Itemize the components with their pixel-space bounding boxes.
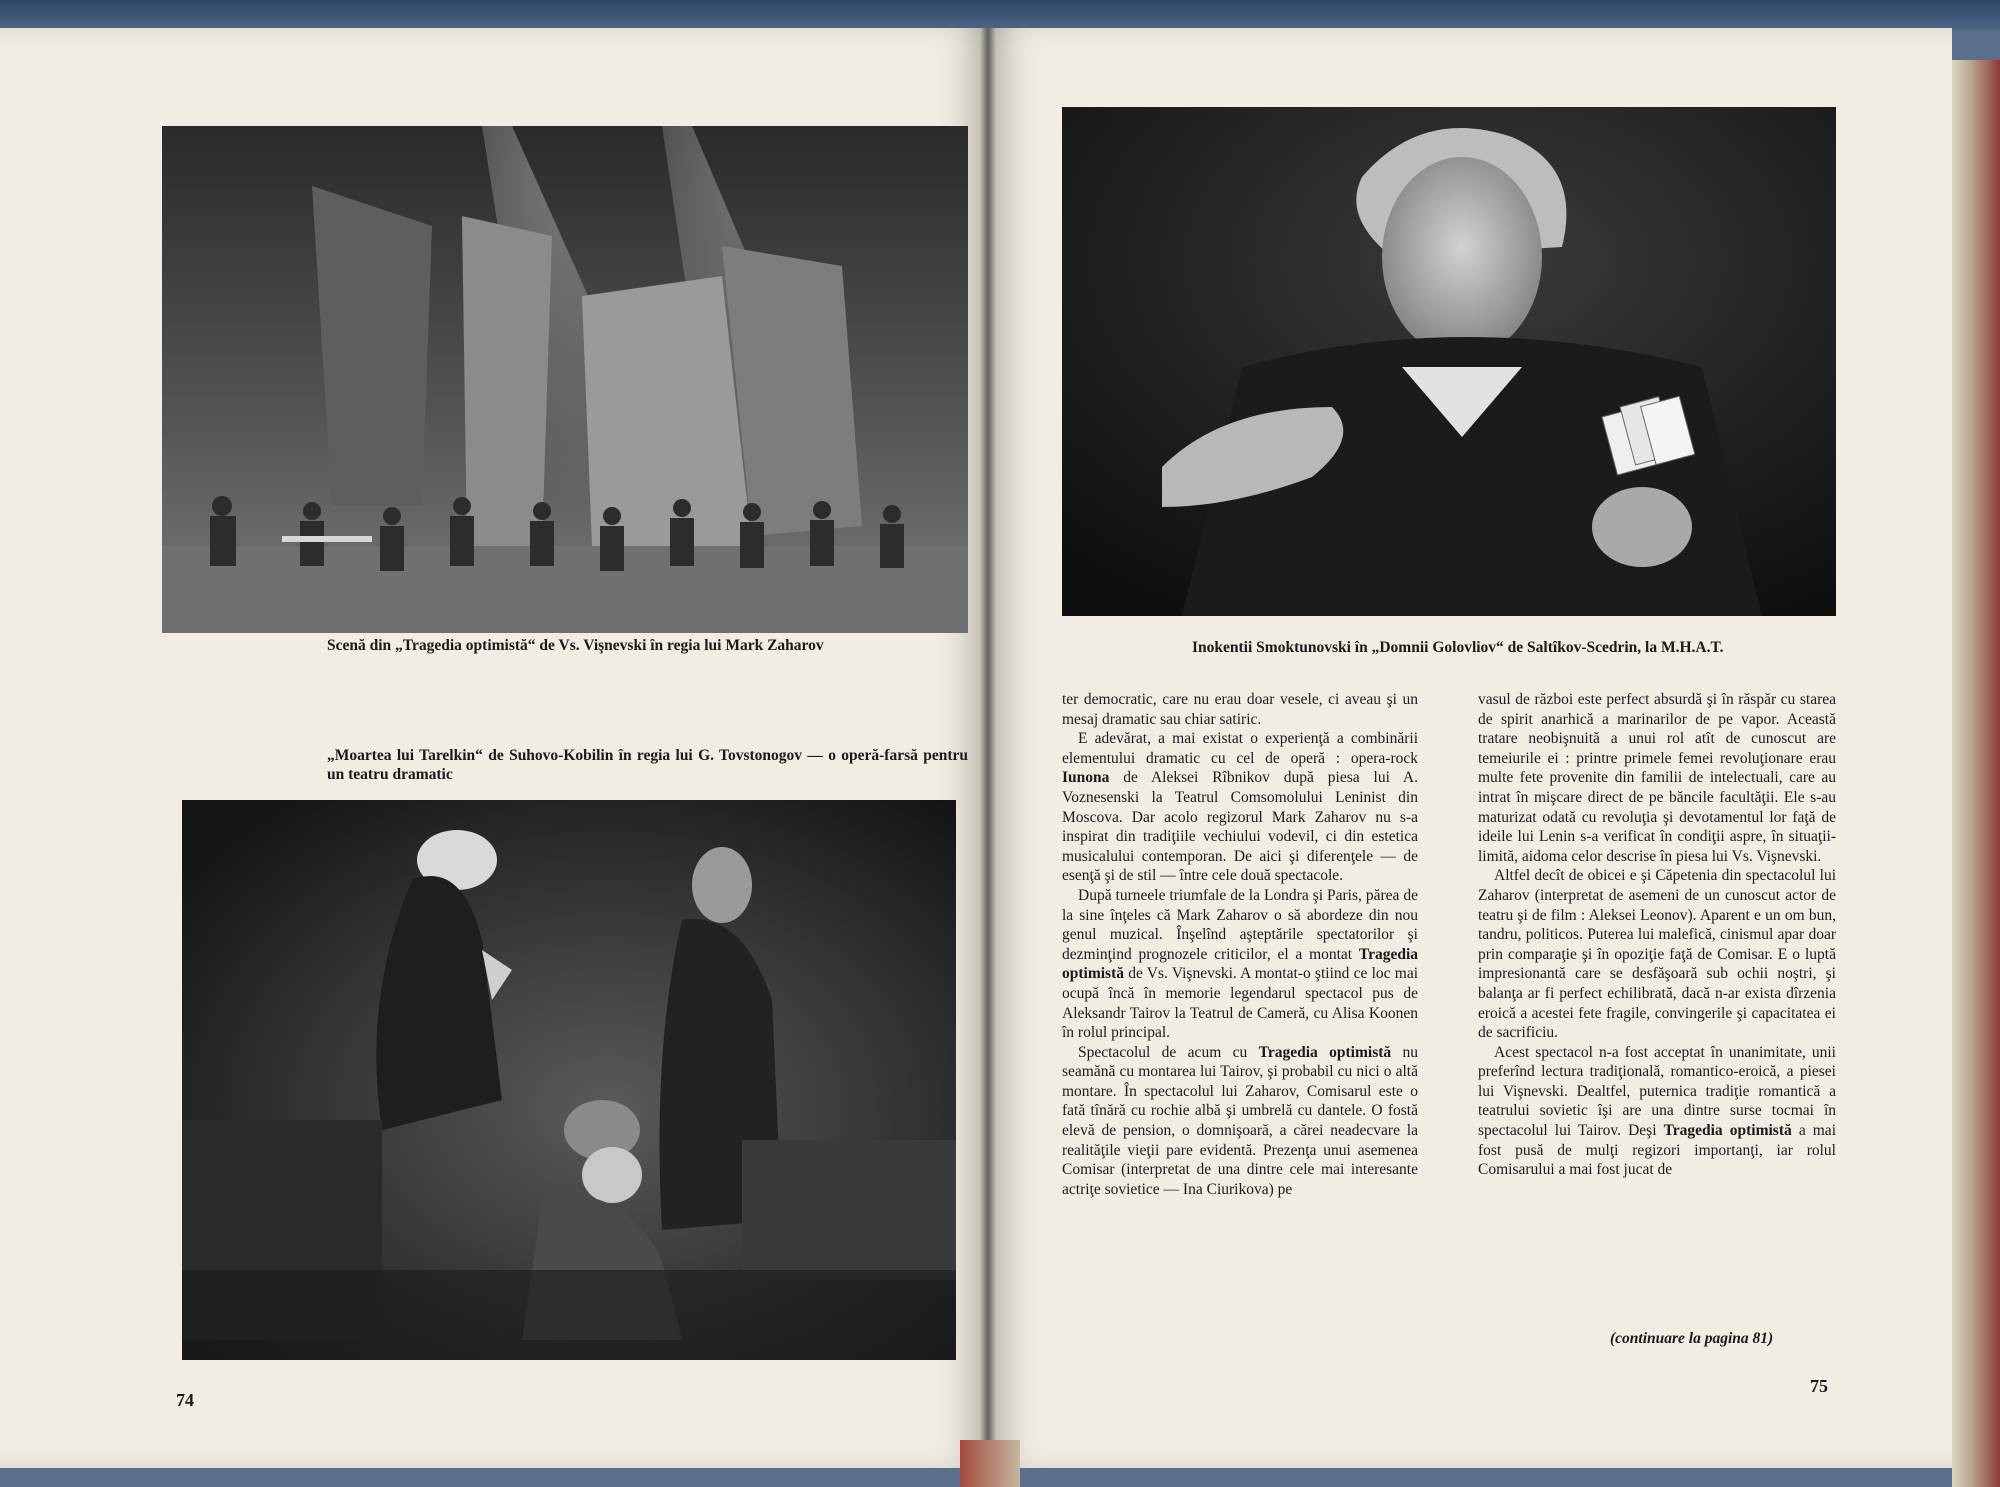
stage-scene-image [162,126,968,633]
tarelkin-image [182,800,956,1360]
right-page [988,28,1952,1468]
page-number-left: 74 [176,1390,194,1410]
left-page [0,28,988,1468]
photo-smoktunovski [1062,107,1836,616]
title-tragedia: Tragedia optimistă [1062,945,1419,983]
paragraph: Altfel decît de obicei e şi Căpetenia din spectacolul lui Zaharov (interpretat de asemeni de un cunoscut actor de teatru şi de film : Aleksei Leonov). Aparent e un om bun, tandru, politicos. Puterea lui malefică, cinismul apar doar prin comparaţie şi în opoziţie faţă de Comisar. E o luptă impresionantă care se desfăşoară sub ochii noştri, şi balanţa ar fi perfect echilibrată, dacă n-ar exista dîrzenia eroică a acestei fete fragile, convingerile şi capacitatea ei de sacrificiu. [1478,867,1836,1042]
paragraph: Acest spectacol n-a fost acceptat în unanimitate, unii preferînd lectura tradiţională, romantico-eroică, a piesei lui Vişnevski. Dealtfel, puternica tradiţie romantică a teatrului sovietic îşi are una dintre surse tocmai în spectacolul lui Tairov. Deşi Tragedia optimistă a mai fost pusă de mulţi regizori importanţi, iar rolul Comisarului a mai fost jucat de [1478,1043,1836,1179]
photo-stage-scene [162,126,968,633]
text-column-2 [1478,690,1836,1180]
smoktunovski-image [1062,107,1836,616]
continuation-note: (continuare la pagina 81) [1610,1330,1774,1347]
caption-stage-scene: Scenă din „Tragedia optimistă“ de Vs. Vişnevski în regia lui Mark Zaharov [327,637,824,654]
caption-smoktunovski: Inokentii Smoktunovski în „Domnii Golovliov“ de Saltîkov-Scedrin, la M.H.A.T. [1192,639,1724,656]
title-tragedia: Tragedia optimistă [1663,1122,1792,1140]
paragraph: E adevărat, a mai existat o experienţă a combinării elementului dramatic cu cel de operă : opera-rock Iunona de Aleksei Rîbnikov după piesa lui A. Voznesenski la Teatrul Comsomolului Leninist din Moscova. Dar acolo regizorul Mark Zaharov nu s-a inspirat din tradiţiile vechiului vodevil, ci din estetica musicalului contemporan. De aici şi diferenţele — de esenţă şi de stil — între cele două spectacole. [1062,730,1418,885]
text-column-1 [1062,690,1418,1199]
paragraph: După turneele triumfale de la Londra şi Paris, părea de la sine înţeles că Mark Zaharov o să abordeze din nou genul muzical. Înşelînd aşteptările spectatorilor şi dezminţind prognozele criticilor, el a montat Tragedia optimistă de Vs. Vişnevski. A montat-o ştiind ce loc mai ocupă încă în memorie legendarul spectacol pus de Aleksandr Tairov la Teatrul de Cameră, cu Alisa Koonen în rolul principal. [1062,886,1419,1042]
title-tragedia: Tragedia optimistă [1258,1043,1392,1061]
page-number-right: 75 [1810,1376,1828,1396]
paragraph: vasul de război este perfect absurdă şi în răspăr cu starea de spirit anarhică a marinarilor de pe vapor. Această tratare neobişnuită a unui rol atît de cunoscut are temeiurile ei : printre primele femei revoluţionare erau multe fete provenite din familii de intelectuali, care au intrat în mişcare direct de pe băncile facultăţii. Ele s-au maturizat odată cu revoluţia şi devotamentul lor faţă de ideile lui Lenin s-a verificat în condiţii aspre, în situaţii-limită, aidoma celor descrise în piesa lui Vs. Vişnevski. [1478,691,1836,865]
title-iunona: Iunona [1062,769,1110,787]
book-spine-shadow [980,28,996,1468]
book-spine-foot [960,1440,1020,1487]
photo-tarelkin [182,800,956,1360]
paragraph: Spectacolul de acum cu Tragedia optimistă nu seamănă cu montarea lui Tairov, şi probabil cu nici o altă montare. În spectacolul lui Zaharov, Comisarul este o fată tînără cu rochie albă şi umbrelă cu dantele. O fostă elevă de pension, o domnişoară, a cărei neadecvare la realităţile vieţii pare evidentă. Prezenţa unui asemenea Comisar (interpretat de una dintre cele mai interesante actriţe sovietice — Ina Ciurikova) pe [1062,1043,1419,1198]
caption-tarelkin: „Moartea lui Tarelkin“ de Suhovo-Kobilin în regia lui G. Tovstonogov — o operă-farsă pentru un teatru dramatic [327,747,968,783]
book-cover-edge [1952,60,2000,1487]
book-cover-top [0,0,2000,30]
paragraph: ter democratic, care nu erau doar vesele, ci aveau şi un mesaj dramatic sau chiar satiric. [1062,691,1418,728]
